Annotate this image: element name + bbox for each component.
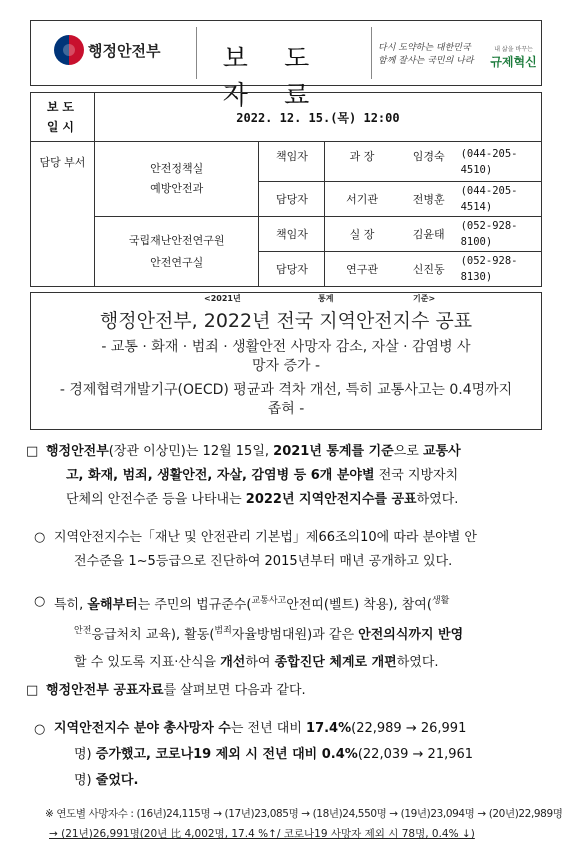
headline-annotation: <2021년 bbox=[204, 294, 241, 303]
release-info-table bbox=[30, 92, 542, 287]
contact-role: 담당자 bbox=[259, 252, 325, 287]
press-release-title: 보 도 자 료 bbox=[222, 44, 324, 111]
release-date-value: 2022. 12. 15.(목) 12:00 bbox=[94, 93, 541, 142]
contact-role: 책임자 bbox=[259, 142, 325, 182]
paragraph-1: 행정안전부(장관 이상민)는 12월 15일, 2021년 통계를 기준으로 교통사 고, 화재, 범죄, 생활안전, 자살, 감염병 등 6개 분야별 전국 지방자치 단체의 안전수준 등을 나타내는 2022년 지역안전지수를 공표하였다. bbox=[46, 444, 461, 507]
agency-name: 행정안전부 bbox=[88, 42, 161, 60]
paragraph-3: 특히, 올해부터는 주민의 법규준수($^{교통사고}$안전띠(벨트) 착용), 참여($^{생활}$ $^{안전}$응급처치 교육), 활동($^{범죄}$자율방범대원)과 같은 안전의식까지 반영 할 수 있도록 지표·산식을 개선하여 종합진단 체계로 개편하였다. bbox=[54, 596, 464, 670]
contact-phone: (044-205-4514) bbox=[459, 182, 542, 217]
regulatory-innovation-logo bbox=[486, 44, 541, 70]
subheadline-line: - 교통 · 화재 · 범죄 · 생활안전 사망자 감소, 자살 · 감염병 사 bbox=[101, 339, 471, 355]
department-2: 국립재난안전연구원 안전연구실 bbox=[94, 217, 259, 287]
headline-annotation: 통계 bbox=[318, 294, 334, 303]
contact-phone: (044-205-4510) bbox=[459, 142, 542, 182]
paragraph-4: 행정안전부 공표자료를 살펴보면 다음과 같다. bbox=[46, 683, 306, 698]
department-label: 담당 부서 bbox=[31, 142, 95, 287]
contact-name: 임경숙 bbox=[399, 142, 459, 182]
contact-role: 책임자 bbox=[259, 217, 325, 252]
release-date-label: 보도 일시 bbox=[31, 93, 95, 142]
contact-phone: (052-928-8100) bbox=[459, 217, 542, 252]
square-bullet: □ bbox=[26, 683, 39, 698]
headline: 행정안전부, 2022년 전국 지역안전지수 공표 bbox=[99, 310, 473, 332]
note-line-2: → (21년)26,991명(20년 比 4,002명, 17.4 %↑/ 코로나19 사망자 제외 시 78명, 0.4% ↓) bbox=[49, 828, 475, 840]
contact-title: 연구관 bbox=[325, 252, 399, 287]
headline-annotation: 기준> bbox=[413, 294, 436, 303]
contact-title: 과 장 bbox=[325, 142, 399, 182]
contact-title: 실 장 bbox=[325, 217, 399, 252]
note-line-1: ※ 연도별 사망자수 : (16년)24,115명 → (17년)23,085명 → (18년)24,550명 → (19년)23,094명 → (20년)22,989명 bbox=[45, 808, 563, 820]
subheadline-line: 망자 증가 - bbox=[251, 358, 321, 374]
contact-phone: (052-928-8130) bbox=[459, 252, 542, 287]
reg-logo-small: 내 삶을 바꾸는 bbox=[494, 46, 533, 53]
square-bullet: □ bbox=[26, 444, 39, 459]
contact-role: 담당자 bbox=[259, 182, 325, 217]
circle-bullet: ○ bbox=[34, 530, 46, 545]
department-1: 안전정책실 예방안전과 bbox=[94, 142, 259, 217]
death-count-note bbox=[45, 804, 563, 844]
contact-name: 신진동 bbox=[399, 252, 459, 287]
slogan-line: 함께 잘사는 국민의 나라 bbox=[378, 56, 474, 66]
subheadline-line: - 경제협력개발기구(OECD) 평균과 격차 개선, 특히 교통사고는 0.4명까지 bbox=[59, 382, 513, 398]
contact-name: 김윤태 bbox=[399, 217, 459, 252]
reg-logo-big: 규제혁신 bbox=[490, 55, 537, 69]
government-emblem-icon bbox=[54, 35, 84, 65]
paragraph-5: 지역안전지수 분야 총사망자 수는 전년 대비 17.4%(22,989 → 26,991 명) 증가했고, 코로나19 제외 시 전년 대비 0.4%(22,039 → 21,961 명) 줄었다. bbox=[54, 721, 474, 788]
slogan bbox=[378, 42, 483, 68]
circle-bullet: ○ bbox=[34, 594, 46, 609]
contact-title: 서기관 bbox=[325, 182, 399, 217]
slogan-line: 다시 도약하는 대한민국 bbox=[378, 43, 471, 53]
paragraph-2: 지역안전지수는「재난 및 안전관리 기본법」제66조의10에 따라 분야별 안 전수준을 1~5등급으로 진단하여 2015년부터 매년 공개하고 있다. bbox=[54, 530, 477, 569]
subheadline-line: 좁혀 - bbox=[267, 401, 305, 417]
header-divider bbox=[196, 27, 197, 79]
circle-bullet: ○ bbox=[34, 722, 46, 737]
contact-name: 전병훈 bbox=[399, 182, 459, 217]
header-divider bbox=[371, 27, 372, 79]
